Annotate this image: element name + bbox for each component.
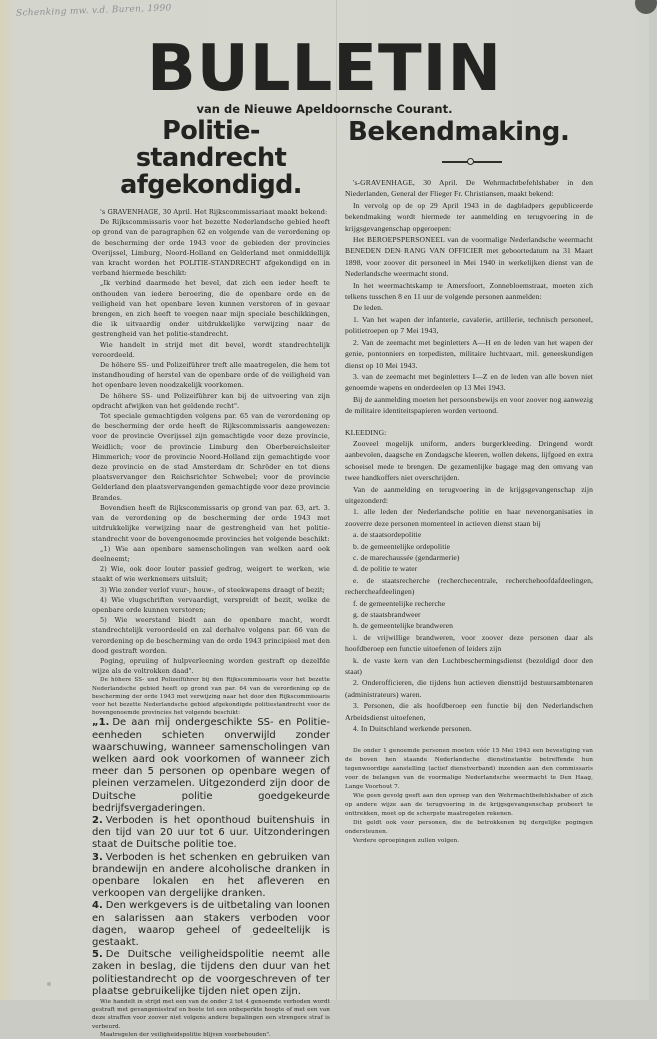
police-unit-item: k. de vaste kern van den Luchtbeschermingsdienst (bezoldigd door den staat) <box>345 655 593 677</box>
right-paragraph: Het BEROEPSPERSONEEL van de voormalige Nederlandsche weermacht BENEDEN DEN RANG VAN OFFICIER met geboortedatum na 31 Maart 1898, voor zoover dit personeel in Mei 1940 in werkelijken dienst van de Nederlandsche weermacht stond. <box>345 235 593 279</box>
right-small-paragraph: Verdere oproepingen zullen volgen. <box>353 837 460 844</box>
left-paragraph: Bovendien heeft de Rijkscommissaris op grond van par. 63, art. 3. van de verordening op de bescherming der orde 1943 met uitdrukkelijke verwijzing naar de gestrengheid van het politie-standrecht voor de bovengenoemde provincies het volgende beschikt: <box>92 503 330 543</box>
left-small-closing <box>92 998 330 1039</box>
order-number: 3. <box>92 851 103 863</box>
police-unit-item: g. de staatsbrandweer <box>353 610 421 620</box>
paper-fold <box>336 0 337 1000</box>
right-paragraph: De leden. <box>353 303 383 313</box>
police-unit-item: h. de gemeentelijke brandweren <box>353 621 453 631</box>
order-text: De aan mij ondergeschikte SS- en Politie-eenheden schieten onverwijld zonder waarschuwing, wanneer samenscholingen van welken aard ook voorkomen of wanneer zich meer dan 5 personen op openbare wegen of pleinen verzamelen. Uitgezonderd zijn door de Duitsche politie goedgekeurde bedrijfsvergaderingen. <box>92 717 330 814</box>
order-item <box>92 815 330 852</box>
right-small-paragraph: Dit geldt ook voor personen, die de betrokkenen bij dergelijke pogingen ondersteunen. <box>345 819 593 835</box>
right-article <box>345 118 593 846</box>
order-item <box>92 852 330 901</box>
order-text: Den werkgevers is de uitbetaling van loonen en salarissen aan stakers verboden voor dagen, waarop geheel of gedeeltelijk is gestaakt. <box>92 900 330 949</box>
left-paragraph: De höhere SS- und Polizeiführer kan bij de uitvoering van zijn opdracht afwijken van het geldende recht". <box>92 391 330 410</box>
exemption-item: 2. Onderofficieren, die tijdens hun actieven diensttijd bestuursambtenaren (administrateurs) waren. <box>345 678 593 699</box>
frame-corner <box>635 0 657 14</box>
left-article <box>92 118 330 1039</box>
order-text: Verboden is het oponthoud buitenshuis in den tijd van 20 uur tot 6 uur. Uitzonderingen staat de Duitsche politie toe. <box>92 814 330 851</box>
right-paragraph: 1. Van het wapen der infanterie, cavalerie, artillerie, technisch personeel, politietroepen op 7 Mei 1943, <box>345 314 593 336</box>
order-item <box>92 717 330 815</box>
kleeding-heading: KLEEDING: <box>345 427 387 437</box>
right-paragraph: Bij de aanmelding moeten het persoonsbewijs en voor zoover nog aanwezig de militaire identiteitspapieren worden vertoond. <box>345 394 593 416</box>
order-item <box>92 900 330 949</box>
right-paragraph: 3. van de zeemacht met beginletters I—Z en de leden van alle boven niet genoemde wapens en onderdeelen op 13 Mei 1943. <box>345 371 593 393</box>
kleeding-paragraph: Van de aanmelding en terugvoering in de krijgsgevangenschap zijn uitgezonderd: <box>345 484 593 505</box>
handwritten-note: Schenking mw. v.d. Buren, 1990 <box>15 3 172 19</box>
masthead-title: BULLETIN <box>146 32 503 106</box>
left-small-paragraph: Wie handelt in strijd met een van de onder 2 tot 4 genoemde verboden wordt gestraft met gevangenisstraf en boete tot een onbeperkte hoogte of met een van deze straffen voor zoover niet volgens andere bepalingen een strengere straf is verbeurd. <box>92 999 330 1030</box>
order-number: 4. <box>92 900 103 912</box>
left-paragraph: De höhere SS- und Polizeiführer treft alle maatregelen, die hem tot instandhouding of herstel van de openbare orde of de veiligheid van het openbare leven noodzakelijk voorkomen. <box>92 361 330 390</box>
right-small-paragraph: Wie geen gevolg geeft aan den oproep van den Wehrmachtbefehlshaber of zich op andere wijze aan de terugvoering in de krijgsgevangenschap probeert te onttrekken, moet op de scherpste maatregelen rekenen. <box>345 792 593 817</box>
order-text: De Duitsche veiligheidspolitie neemt alle zaken in beslag, die tijdens den duur van het politiestandrecht op de voorgeschreven of ter plaatse gebruikelijke tijden niet open zijn. <box>92 949 330 997</box>
police-unit-item: e. de staatsrecherche (recherchecentrale, recherchehoofdafdeelingen, rechercheafdeelingen) <box>345 575 593 597</box>
left-paragraph: 4) Wie vlugschriften vervaardigt, verspreidt of bezit, welke de openbare orde kunnen verstoren; <box>92 595 330 614</box>
police-unit-item: a. de staatsordepolitie <box>353 530 422 540</box>
left-headline: Politie-standrecht afgekondigd. <box>120 116 302 200</box>
kleeding-paragraph: Zooveel mogelijk uniform, anders burgerkleeding. Dringend wordt aanbevolen, daagsche en Zondagsche kleeren, wollen dekens, lijfgoed en extra schoeisel mede te brengen. De gezamenlijke bagage mag den omvang van twee handkoffers niet overschrijden. <box>345 438 593 483</box>
order-item <box>92 949 330 998</box>
order-text: Verboden is het schenken en gebruiken van brandewijn en andere alcoholische dranken in openbare lokalen en het afleveren en verkoopen van dergelijke dranken. <box>92 851 330 900</box>
police-unit-item: f. de gemeentelijke recherche <box>353 598 446 608</box>
police-unit-item: d. de politie te water <box>353 564 418 574</box>
left-paragraph: 3) Wie zonder verlof vuur-, houw-, of steekwapens draagt of bezit; <box>100 585 325 594</box>
right-paragraph: 2. Van de zeemacht met beginletters A—H en de leden van het wapen der genie, pontonniers en torpedisten, militaire luchtvaart, mil. geneeskundigen dienst op 10 Mei 1943. <box>345 337 593 370</box>
right-paragraph: 's-GRAVENHAGE, 30 April. De Wehrmachtbefehlshaber in den Niederlanden, General der Flieger Fr. Christiansen, maakt bekend: <box>345 178 593 199</box>
police-unit-item: i. de vrijwillige brandweren, voor zoover deze personen daar als hoofdberoep een functie uitoefenen of leiders zijn <box>345 632 593 654</box>
right-small-paragraph: De onder 1 genoemde personen moeten vóór 15 Mei 1943 een bevestiging van de boven hen staande Nederlandsche dienstinstantie betreffende hun tegenwoordige aanstelling (actief dienstverband) inzenden aan den commissaris voor de belangen van de voormalige Nederlandsche weermacht te Den Haag, Lange Voorhout 7. <box>345 747 593 790</box>
police-unit-item: c. de marechaussée (gendarmerie) <box>353 553 460 562</box>
left-article-body <box>92 207 330 676</box>
right-paragraph: In het weermachtskamp te Amersfoort, Zonnebloemstraat, moeten zich telkens tusschen 8 en 11 uur de volgende personen aanmelden: <box>345 280 593 302</box>
left-paragraph: 2) Wie, ook door louter passief gedrag, weigert te werken, wie staakt of wie werknemers uitsluit; <box>92 565 330 584</box>
right-headline: Bekendmaking. <box>348 117 570 147</box>
right-article-body <box>345 177 593 417</box>
left-paragraph: Poging, opruiing of hulpverleening worden gestraft op dezelfde wijze als de voltrokken daad". <box>92 656 330 676</box>
left-orders-list <box>92 717 330 998</box>
exemption-item: 3. Personen, die als hoofdberoep een functie bij den Nederlandschen Arbeidsdienst uitoefenen, <box>345 701 593 722</box>
left-paragraph: 's GRAVENHAGE, 30 April. Het Rijkscommissariaat maakt bekend: <box>100 208 328 216</box>
left-paragraph: De Rijkscommissaris voor het bezette Nederlandsche gebied heeft op grond van de paragraphen 62 en volgende van de verordening op de bescherming der orde 1943 voor de gebieden der provincies Overijssel, Limburg, Noord-Holland en Gelderland met onmiddellijk van kracht worden het POLITIE-STANDRECHT afgekondigd en in verband hiermede beschikt: <box>92 218 330 278</box>
left-small-paragraph: Maatregelen der veiligheidspolitie blijven voorbehouden". <box>100 1031 271 1038</box>
police-unit-item: b. de gemeentelijke ordepolitie <box>353 541 451 551</box>
right-small-closing <box>345 747 593 846</box>
kleeding-section <box>345 438 593 529</box>
exemptions-list <box>345 677 593 734</box>
left-paragraph: Tot speciale gemachtigden volgens par. 65 van de verordening op de bescherming der orde heeft de Rijkscommissaris aangewezen: voor de provincie Overijssel zijn gemachtigde voor deze provincie, Weidlich; voor de provincie Limburg den Oberbereichsleiter Himmerich; voor de provincie Noord-Holland zijn gemachtigde voor deze provincie en de stad Amsterdam dr. Schröder en tot diens plaatsvervanger den Reichsrichter Schwebel; voor de provincie Gelderland den plaatsvervangenden gemachtigde voor deze provincie Brandes. <box>92 412 330 502</box>
police-units-list <box>345 529 593 677</box>
order-number: „1. <box>92 717 110 729</box>
kleeding-paragraph: 1. alle leden der Nederlandsche politie en haar nevenorganisaties in zooverre deze personen momenteel in actieven dienst staan bij <box>345 507 593 528</box>
masthead-subtitle: van de Nieuwe Apeldoornsche Courant. <box>196 102 453 116</box>
order-number: 2. <box>92 814 103 826</box>
left-paragraph: Wie handelt in strijd met dit bevel, wordt standrechtelijk veroordeeld. <box>92 340 330 359</box>
left-small-intro <box>92 676 330 717</box>
left-paragraph: „1) Wie aan openbare samenscholingen van welken aard ook deelneemt; <box>92 544 330 563</box>
exemption-item: 4. In Duitschland werkende personen. <box>353 724 472 734</box>
order-number: 5. <box>92 949 103 961</box>
right-paragraph: In vervolg op de op 29 April 1943 in de dagbladpers gepubliceerde bekendmaking wordt hiermede ter aanmelding en terugvoering in de krijgsgevangenschap opgeroepen: <box>345 200 593 233</box>
divider-ornament-icon <box>467 158 474 165</box>
ornamental-divider <box>345 157 593 167</box>
left-small-paragraph: De höhere SS- und Polizeiführer bij den Rijkscommissaris voor het bezette Nederlandsche gebied heeft op grond van par. 64 van de verordening op de bescherming der orde 1943 met verwijzing naar het door den Rijkscommissaris voor het bezette Nederlandsche gebied afgekondigde politiestandrecht voor de bovengenoemde provincies het volgende beschikt: <box>92 677 330 717</box>
left-paragraph: 5) Wie weerstand biedt aan de openbare macht, wordt standrechtelijk veroordeeld en zal derhalve volgens par. 66 van de verordening op de bescherming van de orde 1943 principieel met den dood gestraft worden. <box>92 616 330 655</box>
left-paragraph: „Ik verbind daarmede het bevel, dat zich een ieder heeft te onthouden van iedere beroering, die de openbare orde en de veiligheid van het openbare leven kunnen verstoren of in gevaar brengen, en zich heeft te voegen naar mijn speciale beschikkingen, die ik uitvaardig onder uitdrukkelijke verwijzing naar de gestrengheid van het politie-standrecht. <box>92 279 330 339</box>
